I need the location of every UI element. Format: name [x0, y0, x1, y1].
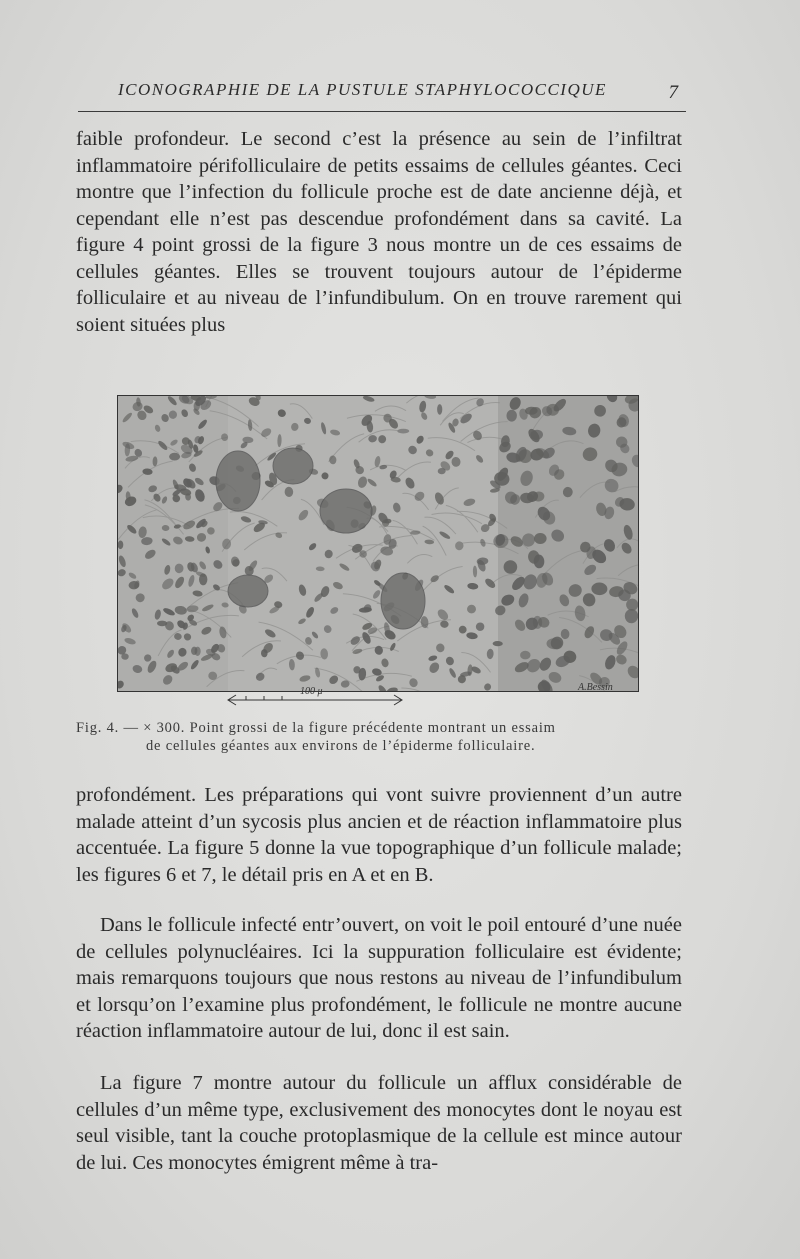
figure-caption [76, 719, 682, 755]
cell-nucleus [534, 533, 547, 544]
header-rule [78, 111, 686, 112]
micrograph-illustration [118, 396, 638, 691]
giant-cell [381, 573, 425, 629]
cell-nucleus [157, 621, 167, 627]
page-number: 7 [668, 82, 678, 103]
running-header [78, 80, 686, 110]
paragraph-2: profondément. Les préparations qui vont suivre proviennent d’un autre malade atteint d’un sycosis plus ancien et de réaction inflammatoire plus accentuée. La figure 5 donne la vue topographique d’un follicule malade; les figures 6 et 7, le détail pris en A et en B. [76, 784, 682, 886]
running-title: ICONOGRAPHIE DE LA PUSTULE STAPHYLOCOCCIQUE [118, 80, 607, 99]
paragraph-1: faible profondeur. Le second c’est la présence au sein de l’infiltrat inflammatoire périfolliculaire de petits essaims de cellules géantes. Ceci montre que l’infection du follicule proche est de date ancienne déjà, et cependant elle n’est pas descendue profondément dans sa cavité. La figure 4 point grossi de la figure 3 nous montre un de ces essaims de cellules géantes. Elles se trouvent toujours autour de l’épiderme folliculaire et au niveau de l’infundibulum. On en trouve rarement qui soient situées plus [76, 128, 682, 336]
giant-cell [228, 575, 268, 607]
caption-line-2: de cellules géantes aux environs de l’épiderme folliculaire. [146, 738, 536, 754]
paragraph-4: La figure 7 montre autour du follicule un afflux considérable de cellules d’un même type, exclusivement des monocytes dont le noyau est seul visible, tant la couche protoplasmique de la cellule est mince autour de lui. Ces monocytes émigrent même à tra- [76, 1072, 682, 1174]
giant-cell [216, 451, 260, 511]
caption-line-1: Fig. 4. — × 300. Point grossi de la figure précédente montrant un essaim [76, 720, 556, 736]
giant-cell [273, 448, 313, 484]
cell-nucleus [169, 453, 180, 461]
figure-micrograph [117, 395, 639, 692]
scale-label: 100 μ [300, 686, 323, 697]
cell-nucleus [520, 651, 530, 660]
paragraph-3: Dans le follicule infecté entr’ouvert, on voit le poil entouré d’une nuée de cellules polynucléaires. Ici la suppuration folliculaire est évidente; mais remarquons toujours que nous restons au niveau de l’infundibulum et lorsqu’on l’examine plus profondément, le follicule ne montre aucune réaction inflammatoire autour de lui, donc il est sain. [76, 914, 682, 1042]
cell-nucleus [397, 429, 409, 434]
cell-nucleus [507, 410, 517, 422]
cell-nucleus [199, 574, 207, 586]
artist-signature: A.Bessin [578, 682, 613, 693]
cell-nucleus [437, 404, 442, 415]
giant-cell [320, 489, 372, 533]
